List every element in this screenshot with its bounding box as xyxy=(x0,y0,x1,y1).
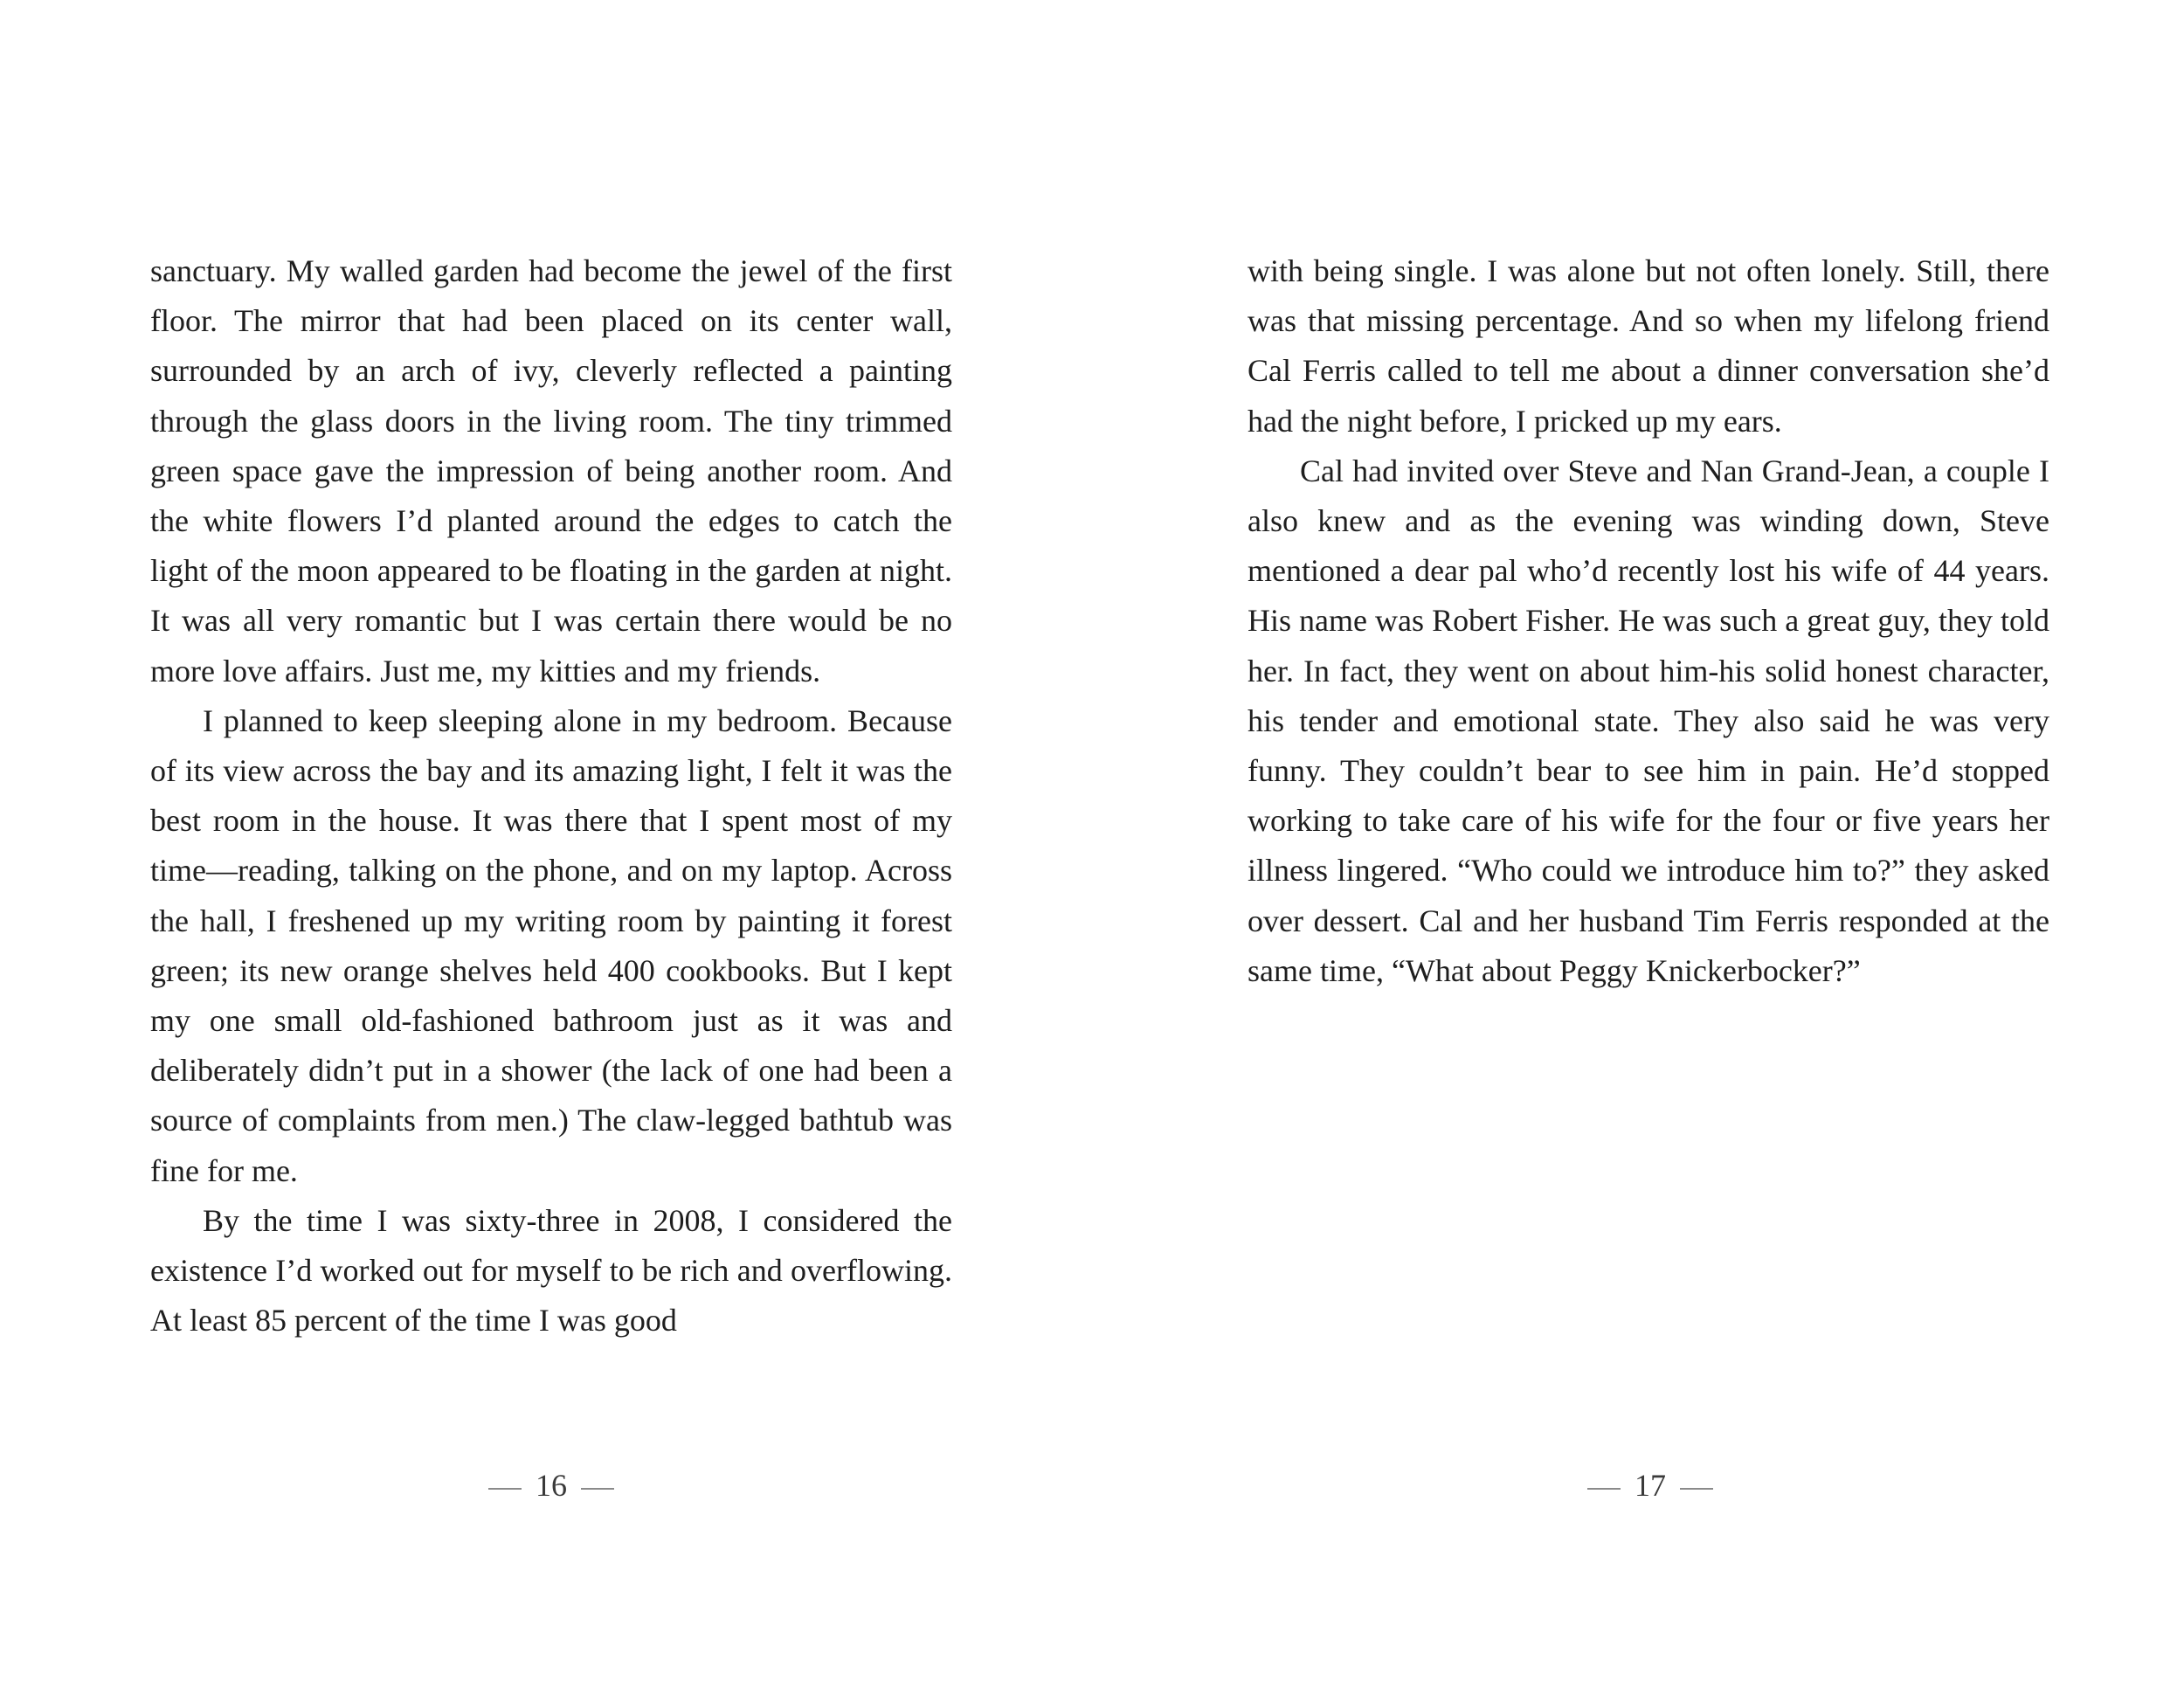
page-number: 16 xyxy=(536,1468,567,1503)
dash-divider xyxy=(1587,1488,1621,1490)
page-number-right xyxy=(1519,1459,1781,1512)
paragraph: I planned to keep sleeping alone in my bedroom. Because of its view across the bay and its amazing light, I felt it was the best room in the house. It was there that I spent most of my time—reading, talking on the phone, and on my laptop. Across the hall, I freshened up my writing room by painting it forest green; its new orange shelves held 400 cookbooks. But I kept my one small old-fashioned bathroom just as it was and deliberately didn’t put in a shower (the lack of one had been a source of complaints from men.) The claw-legged bathtub was fine for me. xyxy=(150,702,952,1188)
dash-divider xyxy=(488,1488,522,1490)
paragraph: Cal had invited over Steve and Nan Grand-Jean, a couple I also knew and as the evening was winding down, Steve mentioned a dear pal who’d recently lost his wife of 44 years. His name was Robert Fisher. He was such a great guy, they told her. In fact, they went on about him-his solid honest character, his tender and emotional state. They also said he was very funny. They couldn’t bear to see him in pain. He’d stopped working to take care of his wife for the four or five years her illness lingered. “Who could we introduce him to?” they asked over dessert. Cal and her husband Tim Ferris responded at the same time, “What about Peggy Knickerbocker?” xyxy=(1248,453,2049,988)
dash-divider xyxy=(1680,1488,1713,1490)
dash-divider xyxy=(581,1488,614,1490)
paragraph: By the time I was sixty-three in 2008, I considered the existence I’d worked out for myself to be rich and overflowing. At least 85 percent of the time I was good xyxy=(150,1202,952,1339)
left-page xyxy=(150,246,952,1346)
paragraph: sanctuary. My walled garden had become the jewel of the first floor. The mirror that had been placed on its center wall, surrounded by an arch of ivy, cleverly reflected a painting through the glass doors in the living room. The tiny trimmed green space gave the impression of being another room. And the white flowers I’d planted around the edges to catch the light of the moon appeared to be floating in the garden at night. It was all very romantic but I was certain there would be no more love affairs. Just me, my kitties and my friends. xyxy=(150,253,952,688)
paragraph: with being single. I was alone but not often lonely. Still, there was that missing percentage. And so when my lifelong friend Cal Ferris called to tell me about a dinner conversation she’d had the night before, I pricked up my ears. xyxy=(1248,253,2049,439)
page-number-left xyxy=(420,1459,682,1512)
right-page xyxy=(1248,246,2049,996)
page-number: 17 xyxy=(1635,1468,1666,1503)
